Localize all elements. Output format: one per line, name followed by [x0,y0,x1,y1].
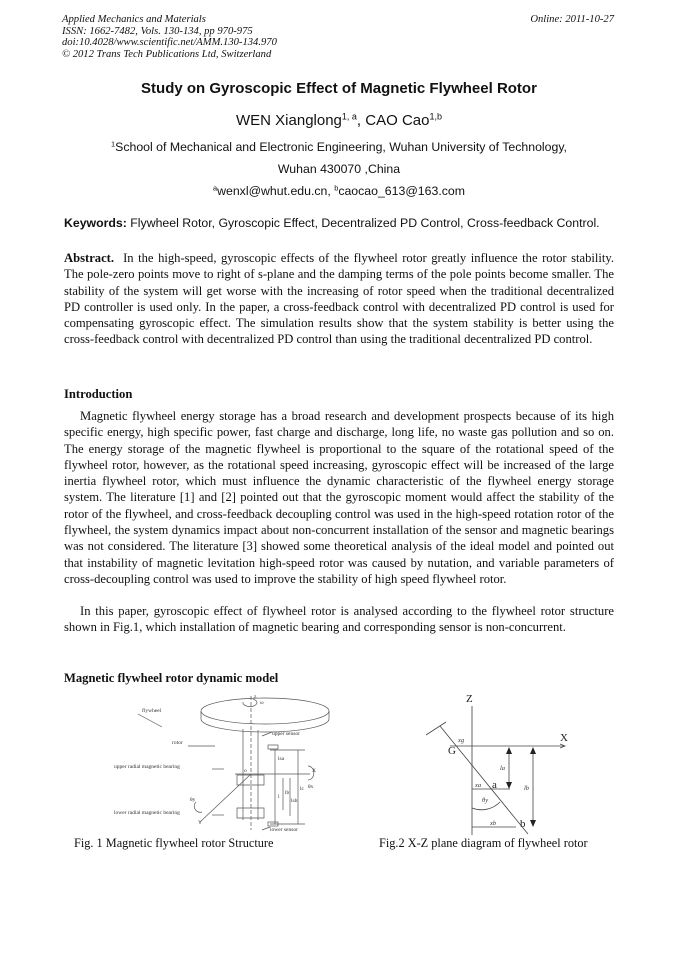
label-theta-y: θy [482,797,489,804]
affiliation-line-2: Wuhan 430070 ,China [277,162,401,176]
label-xa: xa [475,782,482,789]
email-link[interactable]: caocao_613@163.com [338,184,465,198]
author-sup: 1, a [341,111,357,122]
label-lb: lb [285,790,290,796]
figure-1-caption: Fig. 1 Magnetic flywheel rotor Structure [74,836,274,850]
label-lower-bearing: lower radial magnetic bearing [114,810,180,816]
figure-2-xz-plane [420,690,590,838]
label-lsb: lsb [291,798,298,804]
keywords-label: Keywords: [64,216,127,230]
affiliation-line-1: School of Mechanical and Electronic Engineering, Wuhan University of Technology, [115,140,567,154]
affiliation [0,136,678,202]
label-rotor: rotor [172,740,183,746]
label-theta-y: θy [190,797,196,803]
abstract-text: In the high-speed, gyroscopic effects of the flywheel rotor greatly influence the rotor stability. The pole-zero points move to right of s-plane and the damping terms of the pole points become smaller. The stability of the system will get worse with the increasing of rotor speed when the traditional decentralized PD controller is used only. In the paper, a cross-feedback control with decentralized PD control is used for compensating gyroscopic effect. The simulation results show that the system stability is better using the cross-feedback control with decentralized PD control than using the traditional decentralized PD control. [64,251,615,347]
label-y: Y [198,820,202,826]
online-date: Online: 2011-10-27 [530,14,614,25]
keywords [64,216,600,230]
label-lc: lc [300,786,304,792]
label-lsa: lsa [278,756,285,762]
author-list: WEN Xianglong$^{1, a}$, CAO Cao$^{1,b}$ [236,111,442,129]
label-xb: xb [490,820,497,827]
label-x-axis: X [560,732,568,744]
label-omega: ω [260,700,264,706]
running-header [62,14,277,60]
author-name: CAO Cao [365,112,430,129]
paper-title: Study on Gyroscopic Effect of Magnetic Flywheel Rotor [141,80,537,97]
abstract [64,250,614,348]
label-xg: xg [458,737,465,744]
figure-1-rotor-structure [100,690,330,835]
label-upper-bearing: upper radial magnetic bearing [114,764,180,770]
section-heading-model: Magnetic flywheel rotor dynamic model [64,671,279,685]
label-lb: lb [524,785,530,792]
label-z-axis: Z [466,693,473,705]
label-b: b [520,818,526,830]
intro-paragraph-2: In this paper, gyroscopic effect of flywheel rotor is analysed according to the flywheel rotor structure shown in Fig.1, which installation of magnetic bearing and corresponding sensor is non-concurrent. [64,604,614,635]
label-la: la [500,765,506,772]
label-theta-x: θx [308,784,314,790]
label-upper-sensor: upper sensor [272,731,300,737]
author-name: WEN Xianglong [236,112,342,129]
email-list: $^a$wenxl@whut.edu.cn, $^b$caocao_613@163.com [213,183,465,198]
label-flywheel: flywheel [142,708,162,714]
intro-paragraph-1: Magnetic flywheel energy storage has a broad research and development prospects because of its high specific energy, high specific power, fast charge and discharge, long life, no waste gas pollution and so on. The energy storage of the magnetic flywheel is proportional to the square of the rotational speed of the flywheel rotor, however, as the rotational speed increasing, gyroscopic effect will be increased of the large inertia flywheel rotor, which must influence the dynamic characteristic of the flywheel energy storage system. The literature [1] and [2] pointed out that the gyroscopic moment would affect the stability of the rotor of the flywheel, and cross-feedback decoupling control was used in the high-speed rotation rotor of the flywheel, the system dynamics impact about non-concurrent installation of the sensor and magnetic bearings was not considered. The literature [3] showed some theoretical analysis of the ideal model and pointed out that instability of magnetic levitation high-speed rotor was caused by nutation, and variable parameters of cross-decoupling control was used to improve the stability of high speed flywheel rotor. [64,409,614,586]
label-z: z [254,694,257,700]
journal-name: Applied Mechanics and Materials [62,14,206,25]
label-x: X [312,768,316,774]
label-origin: o [244,768,247,774]
label-l: l [278,794,280,800]
figure-2-caption: Fig.2 X-Z plane diagram of flywheel rotor [379,836,588,850]
doi-line[interactable]: doi:10.4028/www.scientific.net/AMM.130-134.970 [62,37,277,49]
issn-line: ISSN: 1662-7482, Vols. 130-134, pp 970-975 [62,25,253,37]
label-a: a [492,779,497,791]
abstract-label: Abstract. [64,251,115,265]
author-sup: 1,b [429,111,442,122]
copyright-line: © 2012 Trans Tech Publications Ltd, Switzerland [62,48,272,60]
section-heading-introduction: Introduction [64,387,133,401]
keywords-text: Flywheel Rotor, Gyroscopic Effect, Decentralized PD Control, Cross-feedback Control. [130,216,600,230]
label-lower-sensor: lower sensor [270,827,298,833]
affiliation-sup: 1 [111,139,116,149]
label-g: G [448,745,456,757]
email-link[interactable]: wenxl@whut.edu.cn [217,184,328,198]
